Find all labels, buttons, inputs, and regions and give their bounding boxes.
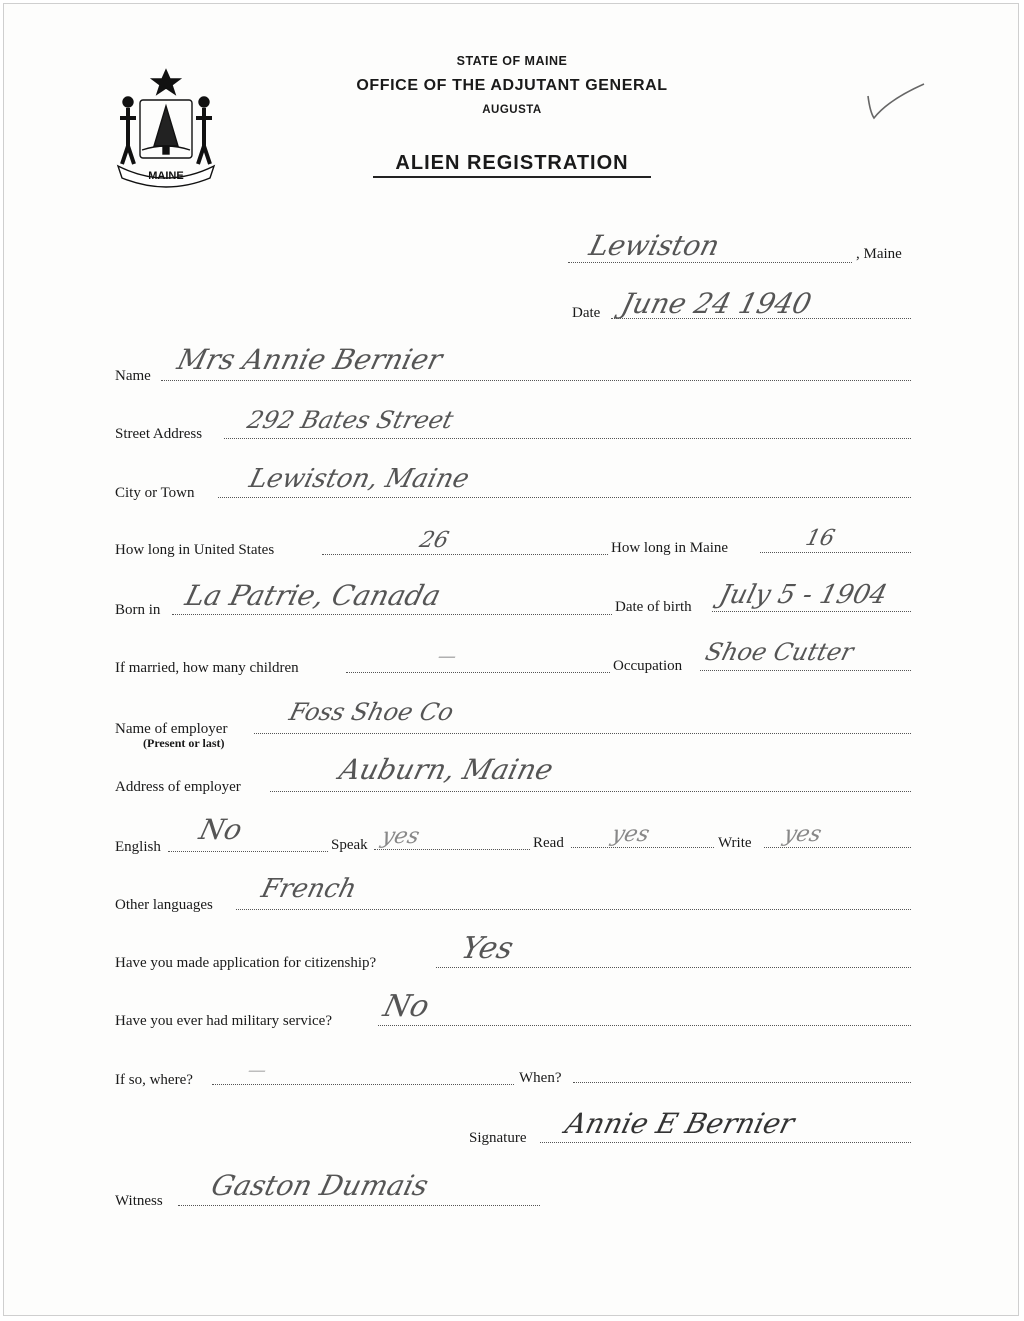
write-line [764, 847, 911, 848]
employer-sublabel: (Present or last) [143, 736, 225, 750]
header-city: AUGUSTA [482, 104, 542, 116]
check-mark-icon [862, 78, 932, 128]
maine-years-line [760, 552, 911, 553]
employer-label: Name of employer [115, 721, 228, 737]
children-value: — [435, 646, 459, 667]
where-label: If so, where? [115, 1072, 193, 1088]
maine-years-label: How long in Maine [611, 540, 729, 556]
children-line [346, 672, 610, 673]
us-years-value: 26 [417, 528, 452, 553]
name-line [161, 380, 911, 381]
other-languages-value: French [258, 874, 360, 904]
citizenship-value: Yes [457, 931, 517, 966]
born-value: La Patrie, Canada [182, 579, 445, 612]
where-line [212, 1084, 514, 1085]
employer-address-value: Auburn, Maine [336, 753, 557, 786]
other-languages-line [236, 909, 911, 910]
signature-label: Signature [469, 1130, 527, 1146]
english-line [168, 851, 328, 852]
occupation-value: Shoe Cutter [702, 638, 857, 666]
name-value: Mrs Annie Bernier [174, 343, 446, 376]
dob-label: Date of birth [615, 599, 692, 615]
witness-label: Witness [115, 1193, 163, 1209]
speak-value: yes [379, 824, 422, 849]
date-value: June 24 1940 [618, 287, 815, 320]
form-title: ALIEN REGISTRATION [395, 152, 629, 174]
title-underline [373, 176, 651, 178]
maine-years-value: 16 [803, 526, 838, 551]
read-line [571, 847, 714, 848]
employer-address-label: Address of employer [115, 779, 241, 795]
city-line [218, 497, 911, 498]
children-label: If married, how many children [115, 660, 299, 676]
citizenship-label: Have you made application for citizenship? [115, 955, 377, 971]
write-value: yes [781, 822, 824, 847]
date-label: Date [572, 305, 601, 321]
dob-line [712, 611, 911, 612]
city-value: Lewiston, Maine [246, 464, 473, 494]
military-line [378, 1025, 911, 1026]
street-label: Street Address [115, 426, 203, 442]
header-state: STATE OF MAINE [456, 54, 568, 68]
military-label: Have you ever had military service? [115, 1013, 332, 1029]
employer-value: Foss Shoe Co [286, 698, 457, 726]
signature-line [540, 1142, 911, 1143]
signature-value: Annie E Bernier [562, 1107, 798, 1140]
where-value: — [245, 1060, 269, 1081]
place-suffix: , Maine [856, 246, 902, 262]
seal-motto-text: MAINE [148, 170, 184, 182]
us-years-line [322, 554, 608, 555]
other-languages-label: Other languages [115, 897, 213, 913]
born-line [172, 614, 612, 615]
city-label: City or Town [115, 485, 195, 501]
english-label: English [115, 839, 161, 855]
speak-label: Speak [331, 837, 368, 853]
when-line [573, 1082, 911, 1083]
place-value: Lewiston [586, 229, 723, 262]
read-value: yes [609, 822, 652, 847]
header-office: OFFICE OF THE ADJUTANT GENERAL [356, 77, 668, 94]
write-label: Write [718, 835, 752, 851]
street-line [224, 438, 911, 439]
witness-value: Gaston Dumais [208, 1169, 432, 1202]
born-label: Born in [115, 602, 161, 618]
citizenship-line [436, 967, 911, 968]
occupation-line [700, 670, 911, 671]
place-line [568, 262, 852, 263]
name-label: Name [115, 368, 151, 384]
witness-line [178, 1205, 540, 1206]
military-value: No [379, 989, 433, 1024]
when-label: When? [519, 1070, 562, 1086]
english-value: No [196, 813, 246, 846]
occupation-label: Occupation [613, 658, 683, 674]
street-value: 292 Bates Street [244, 406, 457, 434]
speak-line [374, 849, 530, 850]
us-years-label: How long in United States [115, 542, 275, 558]
employer-address-line [270, 791, 911, 792]
read-label: Read [533, 835, 564, 851]
dob-value: July 5 - 1904 [716, 580, 891, 610]
employer-line [254, 733, 911, 734]
